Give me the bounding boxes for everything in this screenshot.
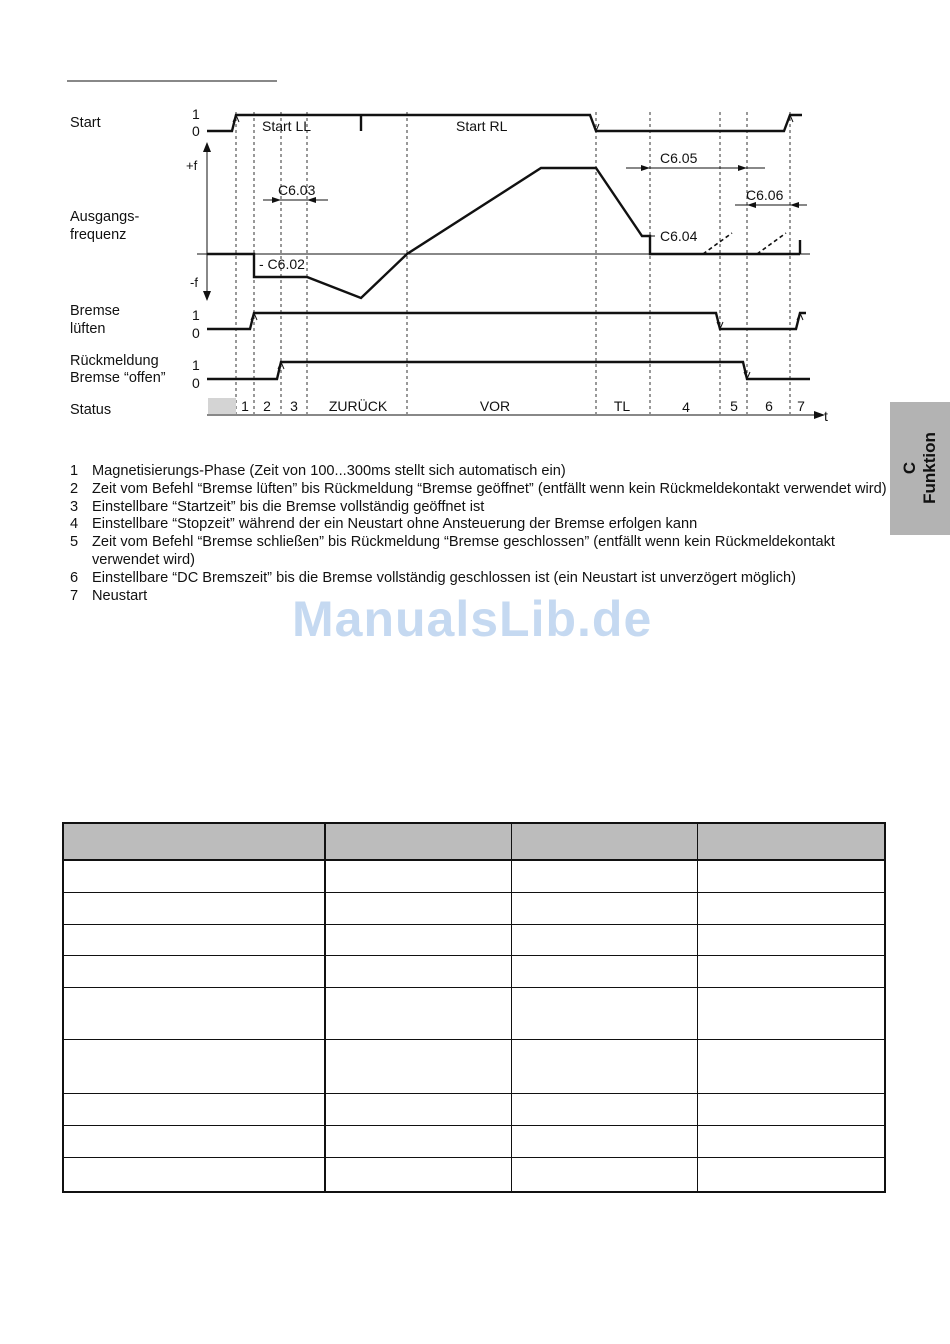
- table-row: [63, 1125, 885, 1157]
- table-header-cell: [511, 823, 697, 860]
- status-6: 6: [765, 398, 773, 414]
- status-tl: TL: [613, 398, 631, 414]
- start-rl-label: Start RL: [456, 118, 508, 134]
- c602-label: - C6.02: [259, 256, 305, 272]
- status-1: 1: [241, 398, 249, 414]
- label-ausgang-1: Ausgangs-: [70, 209, 140, 225]
- note-text: Einstellbare “Startzeit” bis die Bremse vollständig geöffnet ist: [92, 498, 485, 515]
- label-bremse-2: lüften: [70, 321, 106, 337]
- label-status: Status: [70, 402, 112, 418]
- bremse-waveform: [207, 313, 806, 329]
- parameter-table: [62, 822, 886, 1193]
- label-rueck-2: Bremse “offen”: [70, 370, 166, 386]
- freq-plus-f: +f: [186, 158, 198, 173]
- brake-timing-diagram: [0, 0, 950, 440]
- table-header-cell: [325, 823, 511, 860]
- note-number: 6: [70, 569, 79, 586]
- status-zurueck: ZURÜCK: [328, 398, 388, 414]
- c604-label: C6.04: [660, 228, 698, 244]
- side-tab-letter: C: [900, 461, 919, 475]
- note-text: Magnetisierungs-Phase (Zeit von 100...300ms stellt sich automatisch ein): [92, 463, 566, 479]
- label-ausgang-2: frequenz: [70, 227, 127, 243]
- status-vor: VOR: [479, 398, 511, 414]
- status-5: 5: [730, 398, 738, 414]
- note-number: 2: [70, 480, 79, 497]
- c605-label: C6.05: [660, 150, 698, 166]
- note-text: Neustart: [92, 587, 148, 604]
- table-row: [63, 987, 885, 1039]
- table-header-cell: [697, 823, 885, 860]
- note-item: [70, 463, 900, 481]
- note-text: Einstellbare “Stopzeit” während der ein Neustart ohne Ansteuerung der Bremse erfolgen kann: [92, 516, 698, 533]
- note-text: Einstellbare “DC Bremszeit” bis die Bremse vollständig geschlossen ist (ein Neustart ist unverzögert möglich): [92, 569, 797, 586]
- status-3: 3: [290, 398, 298, 414]
- table-row: [63, 892, 885, 924]
- rueck-level-1: 1: [192, 357, 200, 373]
- side-tab-text: [900, 432, 940, 504]
- bremse-level-1: 1: [192, 307, 200, 323]
- label-start: Start: [70, 115, 101, 131]
- time-axis-label: t: [824, 408, 828, 424]
- table-row: [63, 924, 885, 955]
- note-item: [70, 499, 900, 517]
- c603-label: C6.03: [278, 182, 316, 198]
- status-4: 4: [682, 399, 690, 415]
- note-number: 4: [70, 516, 79, 533]
- note-number: 7: [70, 587, 79, 604]
- start-level-0: 0: [192, 123, 200, 139]
- note-item: [70, 570, 900, 588]
- label-bremse-1: Bremse: [70, 303, 120, 319]
- table-row: [63, 1157, 885, 1192]
- note-number: 5: [70, 534, 79, 551]
- note-text: Zeit vom Befehl “Bremse schließen” bis Rückmeldung “Bremse geschlossen” (entfällt wenn kein Rückmeldekontakt verwendet wird): [92, 534, 835, 568]
- status-7: 7: [797, 398, 805, 414]
- timing-gridlines: [236, 112, 790, 414]
- start-level-1: 1: [192, 106, 200, 122]
- table-row: [63, 955, 885, 987]
- note-item: [70, 481, 900, 499]
- status-row: [241, 397, 805, 415]
- note-item: [70, 516, 900, 534]
- note-number: 1: [70, 463, 79, 479]
- c606-label: C6.06: [746, 187, 784, 203]
- notes-list: [70, 463, 900, 605]
- table-header-row: [63, 823, 885, 860]
- rueck-level-0: 0: [192, 375, 200, 391]
- note-number: 3: [70, 498, 79, 515]
- start-ll-label: Start LL: [262, 118, 312, 134]
- side-tab-label: Funktion: [920, 432, 939, 504]
- bremse-level-0: 0: [192, 325, 200, 341]
- status-2: 2: [263, 398, 271, 414]
- watermark: ManualsLib.de: [292, 591, 653, 647]
- label-rueck-1: Rückmeldung: [70, 353, 159, 369]
- note-text: Zeit vom Befehl “Bremse lüften” bis Rückmeldung “Bremse geöffnet” (entfällt wenn kein Rückmeldekontakt verwendet wird): [92, 480, 887, 497]
- table-row: [63, 1093, 885, 1125]
- table-row: [63, 1039, 885, 1093]
- table-row: [63, 860, 885, 892]
- table-header-cell: [63, 823, 325, 860]
- note-item: [70, 534, 900, 570]
- freq-minus-f: -f: [190, 275, 198, 290]
